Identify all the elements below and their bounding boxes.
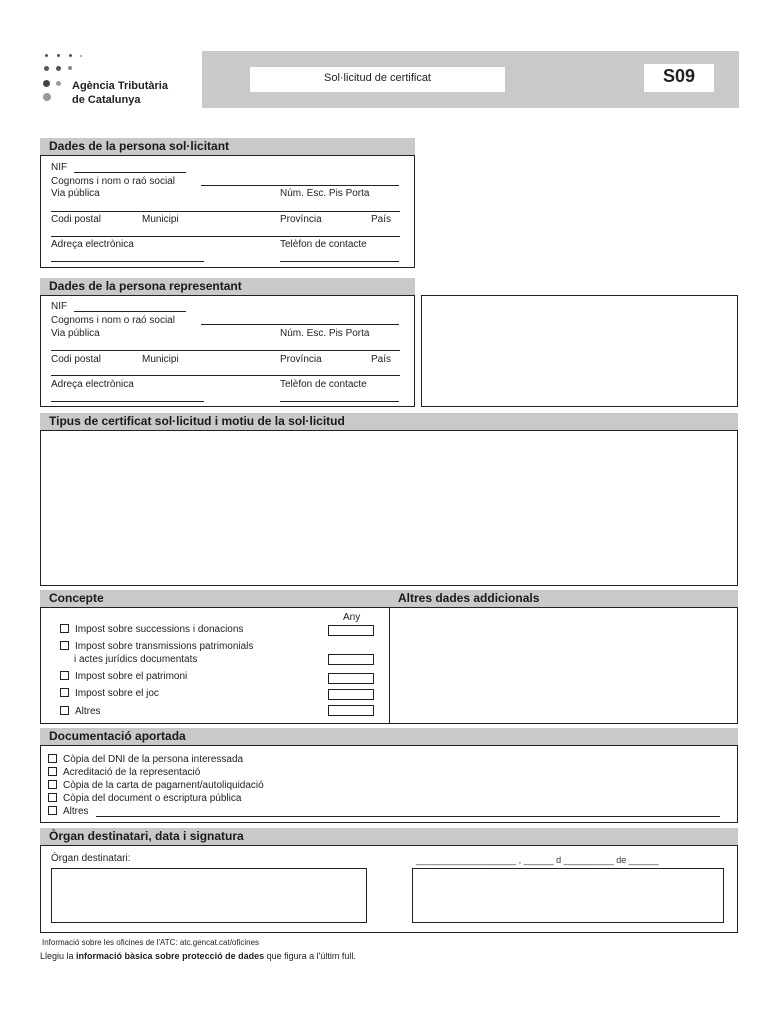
concept-item[interactable] <box>60 671 187 682</box>
checkbox-icon[interactable] <box>60 624 69 633</box>
checkbox-icon[interactable] <box>48 806 57 815</box>
concept-item-label: Altres <box>75 706 101 717</box>
concept-item[interactable] <box>60 688 159 699</box>
applicant-section-title: Dades de la persona sol·licitant <box>40 138 415 155</box>
doc-item-label: Còpia del DNI de la persona interessada <box>63 754 244 765</box>
checkbox-icon[interactable] <box>48 767 57 776</box>
concept-item-label: Impost sobre el patrimoni <box>75 671 188 682</box>
representative-location-line[interactable] <box>51 375 400 376</box>
doc-item-label: Còpia del document o escriptura pública <box>63 793 242 804</box>
organ-section-title: Òrgan destinatari, data i signatura <box>40 828 738 845</box>
applicant-country-label: País <box>371 214 392 225</box>
representative-nif-label: NIF <box>51 301 68 312</box>
concept-item[interactable] <box>60 624 243 635</box>
logo-dot <box>57 54 60 57</box>
cert-type-section-title: Tipus de certificat sol·licitud i motiu de la sol·licitud <box>40 413 738 430</box>
representative-phone-label: Telèfon de contacte <box>280 379 367 390</box>
logo-dot <box>68 66 72 70</box>
doc-item[interactable] <box>48 780 264 791</box>
year-column-label: Any <box>343 612 361 623</box>
footer-read-post: que figura a l'últim full. <box>264 951 356 961</box>
concept-year-field[interactable] <box>328 705 374 716</box>
footer-read-pre: Llegiu la <box>40 951 77 961</box>
footer-offices-info: Informació sobre les oficines de l'ATC: atc.gencat.cat/oficines <box>42 938 260 947</box>
representative-nif-line[interactable] <box>74 311 186 312</box>
doc-item[interactable] <box>48 793 241 804</box>
logo-dot <box>56 66 61 71</box>
logo-dot <box>45 54 48 57</box>
checkbox-icon[interactable] <box>60 641 69 650</box>
representative-street-line[interactable] <box>51 350 400 351</box>
checkbox-icon[interactable] <box>60 706 69 715</box>
logo-dot <box>44 66 49 71</box>
checkbox-icon[interactable] <box>48 793 57 802</box>
applicant-province-label: Província <box>280 214 322 225</box>
org-name-line2: de Catalunya <box>72 94 141 106</box>
concept-year-field[interactable] <box>328 673 374 684</box>
applicant-postal-label: Codi postal <box>51 214 102 225</box>
concept-item[interactable] <box>60 706 101 717</box>
representative-country-label: País <box>371 354 392 365</box>
doc-item[interactable] <box>48 754 243 765</box>
concept-item-label-continued: i actes jurídics documentats <box>74 654 198 665</box>
logo-dot <box>69 54 72 57</box>
cert-type-textarea[interactable] <box>40 430 738 586</box>
organ-input-box[interactable] <box>51 868 367 923</box>
checkbox-icon[interactable] <box>48 780 57 789</box>
logo-dot <box>56 81 61 86</box>
docs-section-title: Documentació aportada <box>40 728 738 745</box>
data-protection-link[interactable]: informació bàsica sobre protecció de dades <box>76 951 265 961</box>
applicant-phone-line[interactable] <box>280 261 399 262</box>
representative-section-title: Dades de la persona representant <box>40 278 415 295</box>
concept-year-field[interactable] <box>328 654 374 665</box>
applicant-location-line[interactable] <box>51 236 400 237</box>
checkbox-icon[interactable] <box>60 688 69 697</box>
applicant-email-label: Adreça electrònica <box>51 239 134 250</box>
concept-section-title: Concepte <box>40 590 389 607</box>
applicant-street-line[interactable] <box>51 211 400 212</box>
logo-dot <box>80 55 82 57</box>
additional-section-title: Altres dades addicionals <box>389 590 738 607</box>
logo-dot <box>43 80 50 87</box>
concept-item[interactable] <box>60 641 253 652</box>
applicant-street-label: Via pública <box>51 188 100 199</box>
applicant-email-line[interactable] <box>51 261 204 262</box>
doc-item-label: Altres <box>63 806 89 817</box>
additional-data-box[interactable] <box>389 607 738 724</box>
concept-item-label: Impost sobre el joc <box>75 688 159 699</box>
applicant-nif-line[interactable] <box>74 172 186 173</box>
checkbox-icon[interactable] <box>60 671 69 680</box>
registry-stamp-box <box>421 295 738 407</box>
concept-item-label: Impost sobre transmissions patrimonials <box>75 641 254 652</box>
form-title: Sol·licitud de certificat <box>324 72 431 84</box>
representative-email-label: Adreça electrònica <box>51 379 134 390</box>
representative-phone-line[interactable] <box>280 401 399 402</box>
applicant-city-label: Municipi <box>142 214 179 225</box>
concept-item-label: Impost sobre successions i donacions <box>75 624 244 635</box>
org-name-line1: Agència Tributària <box>72 80 168 92</box>
representative-province-label: Província <box>280 354 322 365</box>
applicant-name-line[interactable] <box>201 185 399 186</box>
checkbox-icon[interactable] <box>48 754 57 763</box>
representative-email-line[interactable] <box>51 401 204 402</box>
doc-item-label: Còpia de la carta de pagament/autoliquidació <box>63 780 264 791</box>
doc-other-line[interactable] <box>96 816 720 817</box>
representative-city-label: Municipi <box>142 354 179 365</box>
signature-box[interactable] <box>412 868 724 923</box>
applicant-phone-label: Telèfon de contacte <box>280 239 367 250</box>
applicant-number-label: Núm. Esc. Pis Porta <box>280 188 370 199</box>
representative-name-line[interactable] <box>201 324 399 325</box>
logo-dot <box>43 93 51 101</box>
doc-item[interactable] <box>48 767 200 778</box>
doc-item-label: Acreditació de la representació <box>63 767 201 778</box>
representative-postal-label: Codi postal <box>51 354 102 365</box>
representative-street-label: Via pública <box>51 328 100 339</box>
concept-year-field[interactable] <box>328 689 374 700</box>
applicant-name-label: Cognoms i nom o raó social <box>51 176 175 187</box>
concept-year-field[interactable] <box>328 625 374 636</box>
organ-label: Òrgan destinatari: <box>51 853 131 864</box>
representative-name-label: Cognoms i nom o raó social <box>51 315 175 326</box>
representative-number-label: Núm. Esc. Pis Porta <box>280 328 370 339</box>
footer-data-protection <box>40 951 356 961</box>
date-line[interactable]: ____________________ , ______ d __________ de ______ <box>416 855 659 865</box>
doc-item[interactable] <box>48 806 89 817</box>
applicant-nif-label: NIF <box>51 162 68 173</box>
form-code: S09 <box>662 66 696 86</box>
